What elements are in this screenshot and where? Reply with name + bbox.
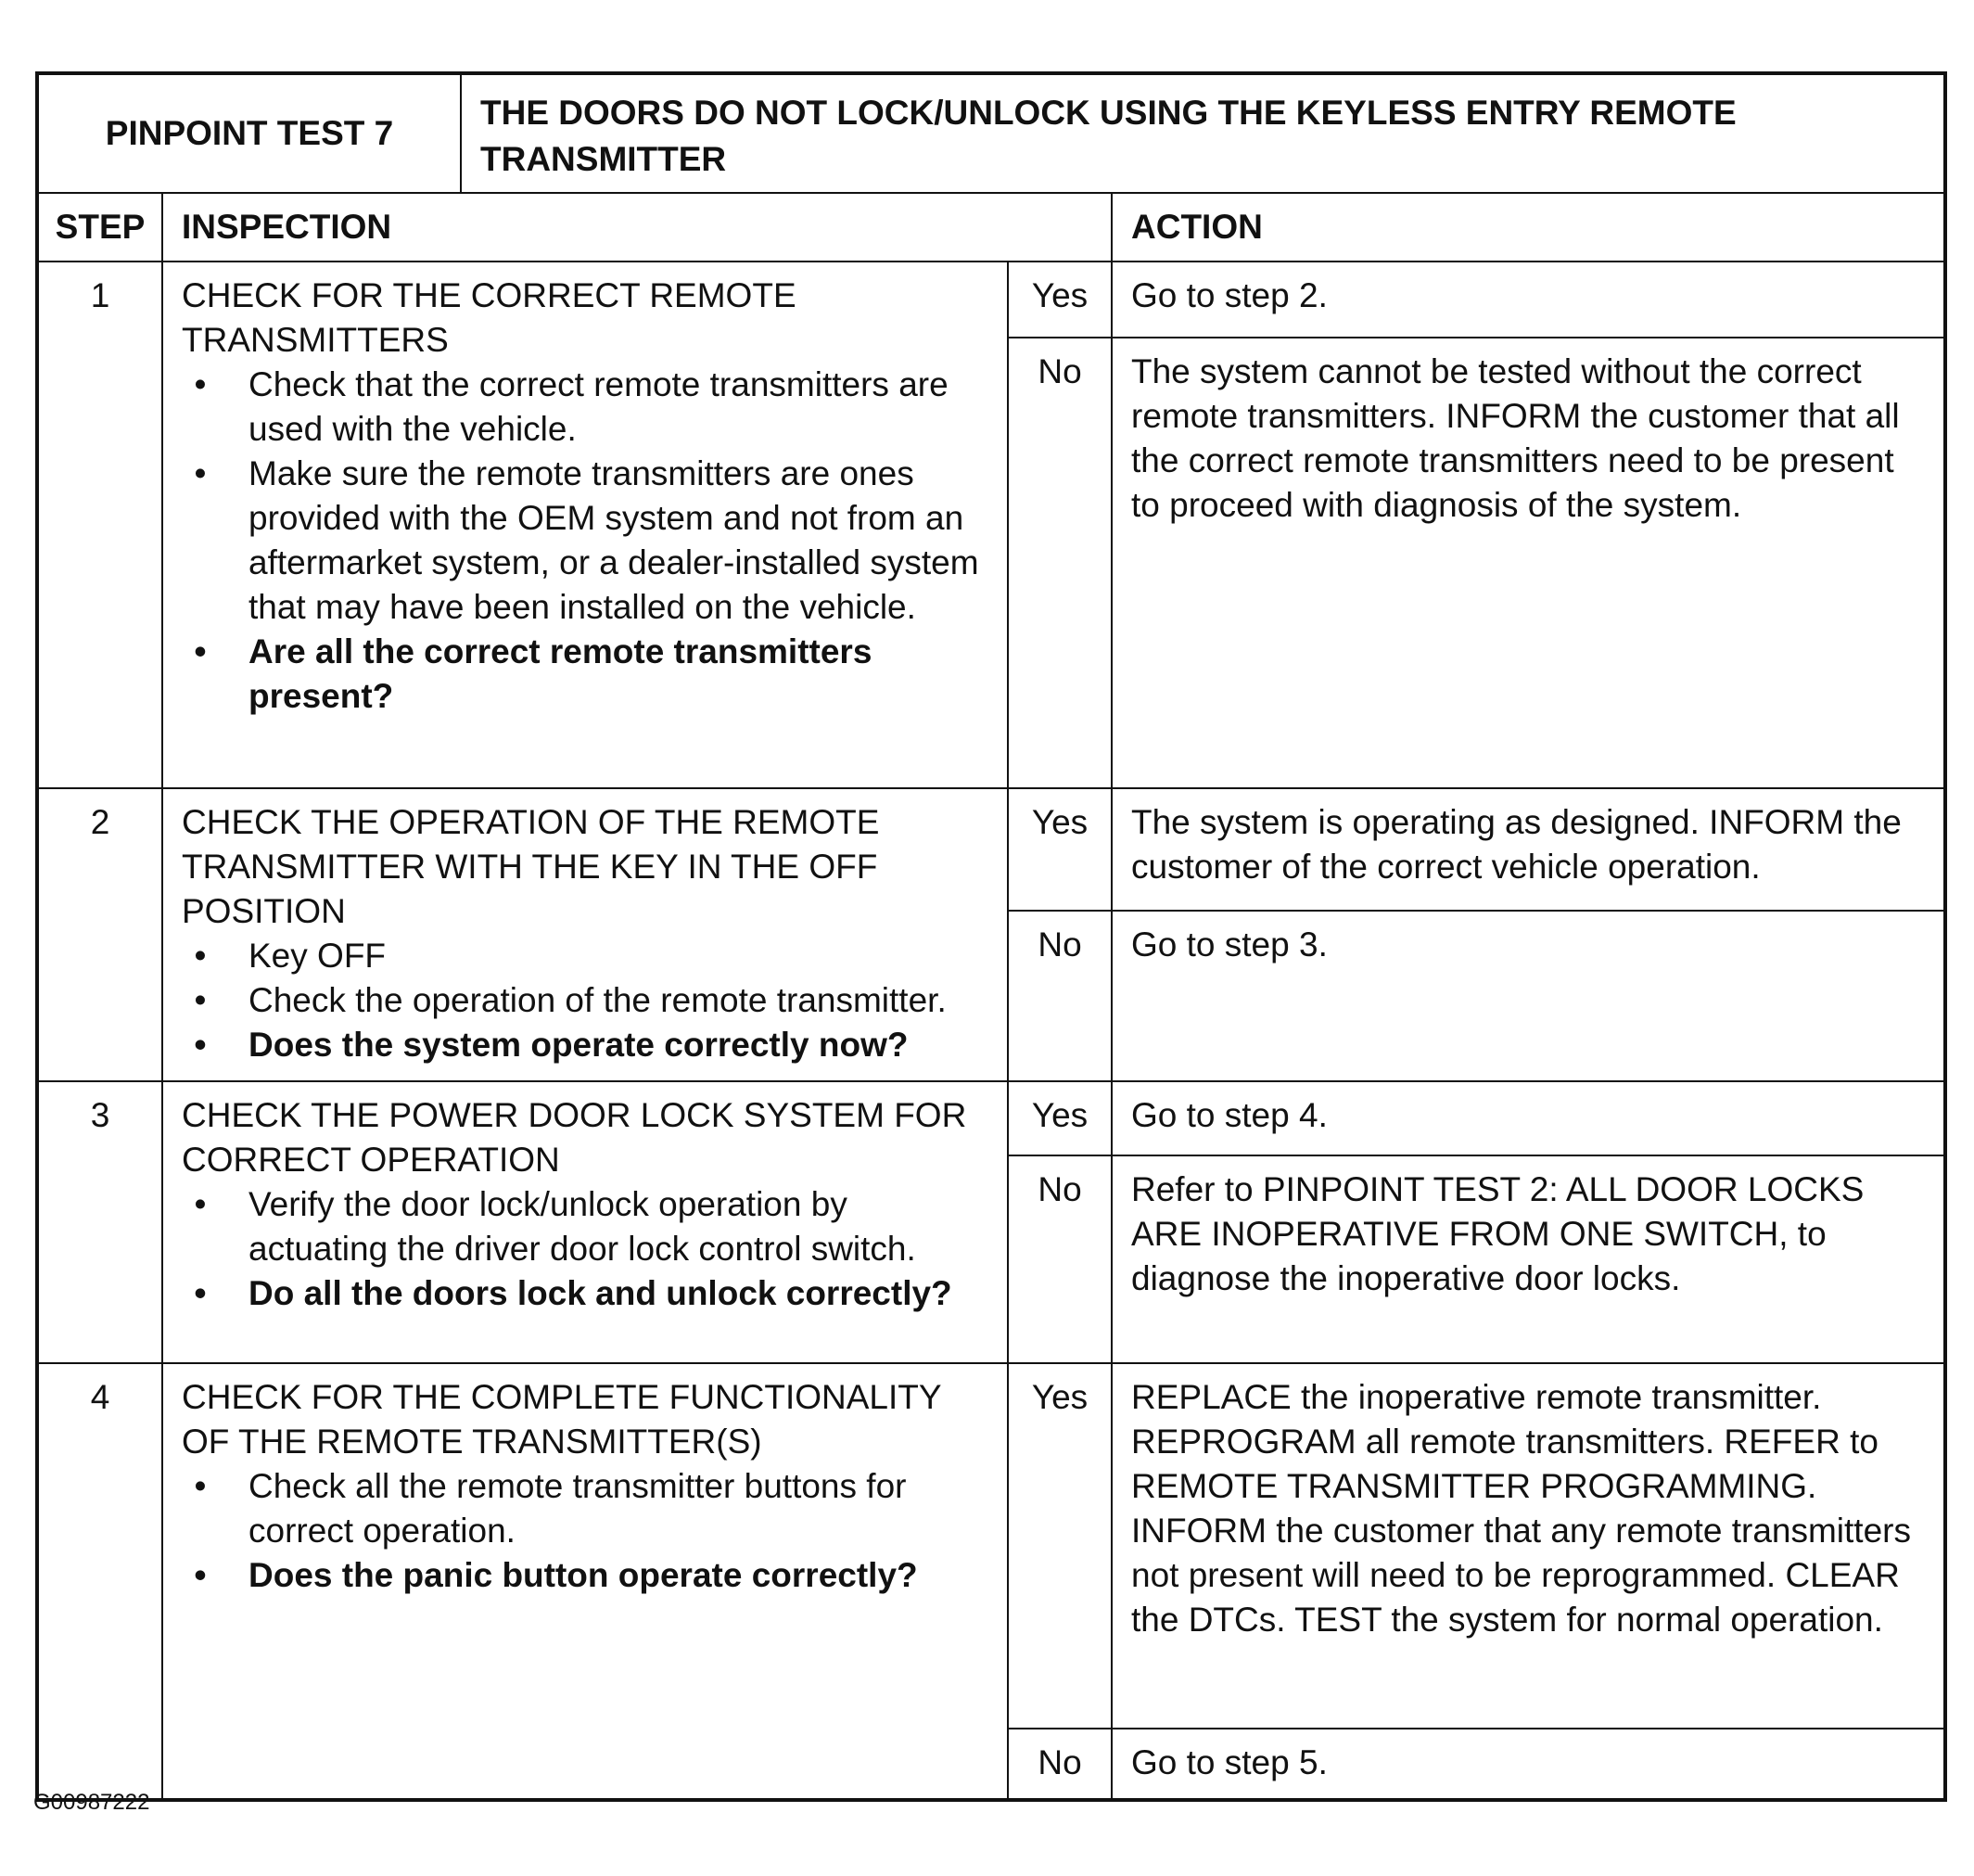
step-1-yes-row: [37, 262, 1945, 338]
step-inspection: [162, 788, 1008, 1081]
step-2-yes-row: [37, 788, 1945, 911]
no-label: No: [1008, 911, 1112, 1081]
test-description: THE DOORS DO NOT LOCK/UNLOCK USING THE KEYLESS ENTRY REMOTE TRANSMITTER: [461, 73, 1945, 193]
inspection-question: • Do all the doors lock and unlock correctly?: [194, 1274, 952, 1312]
figure-id: G00987222: [33, 1790, 150, 1815]
inspection-heading: CHECK FOR THE COMPLETE FUNCTIONALITY OF THE REMOTE TRANSMITTER(S): [182, 1378, 941, 1461]
yes-label: Yes: [1008, 1081, 1112, 1155]
inspection-bullet: • Check all the remote transmitter buttons for correct operation.: [194, 1467, 907, 1550]
inspection-bullet: • Make sure the remote transmitters are ones provided with the OEM system and not from an aftermarket system, or a dealer-installed system that may have been installed on the vehicle.: [194, 454, 979, 626]
step-number: 3: [37, 1081, 162, 1363]
no-action: The system cannot be tested without the correct remote transmitters. INFORM the customer that all the correct remote transmitters need to be present to proceed with diagnosis of the system.: [1112, 338, 1945, 788]
yes-label: Yes: [1008, 788, 1112, 911]
step-3-yes-row: [37, 1081, 1945, 1155]
test-label: PINPOINT TEST 7: [37, 73, 461, 193]
inspection-bullet: • Verify the door lock/unlock operation by actuating the driver door lock control switch.: [194, 1185, 916, 1268]
step-inspection: [162, 1363, 1008, 1800]
inspection-heading: CHECK FOR THE CORRECT REMOTE TRANSMITTERS: [182, 276, 796, 359]
inspection-bullets: [182, 363, 992, 719]
header-row: [37, 193, 1945, 262]
step-number: 2: [37, 788, 162, 1081]
header-step: STEP: [37, 193, 162, 262]
title-row: [37, 73, 1945, 193]
yes-label: Yes: [1008, 1363, 1112, 1729]
no-label: No: [1008, 1729, 1112, 1800]
inspection-bullet: • Key OFF: [194, 937, 387, 975]
header-inspection: INSPECTION: [162, 193, 1112, 262]
no-action: Refer to PINPOINT TEST 2: ALL DOOR LOCKS ARE INOPERATIVE FROM ONE SWITCH, to diagnose the inoperative door locks.: [1112, 1155, 1945, 1363]
header-action: ACTION: [1112, 193, 1945, 262]
yes-action: Go to step 4.: [1112, 1081, 1945, 1155]
inspection-heading: CHECK THE OPERATION OF THE REMOTE TRANSMITTER WITH THE KEY IN THE OFF POSITION: [182, 803, 880, 930]
inspection-bullet: • Check the operation of the remote transmitter.: [194, 981, 947, 1019]
pinpoint-test-table: [35, 71, 1947, 1802]
yes-label: Yes: [1008, 262, 1112, 338]
step-inspection: [162, 1081, 1008, 1363]
step-4-yes-row: [37, 1363, 1945, 1729]
no-label: No: [1008, 1155, 1112, 1363]
inspection-question: • Are all the correct remote transmitters present?: [194, 632, 872, 715]
inspection-bullets: [182, 1182, 992, 1316]
step-number: 4: [37, 1363, 162, 1800]
inspection-question: • Does the panic button operate correctly?: [194, 1556, 918, 1594]
inspection-bullets: [182, 934, 992, 1067]
yes-action: Go to step 2.: [1112, 262, 1945, 338]
yes-action: REPLACE the inoperative remote transmitter. REPROGRAM all remote transmitters. REFER to REMOTE TRANSMITTER PROGRAMMING. INFORM the customer that any remote transmitters not present will need to be reprogrammed. CLEAR the DTCs. TEST the system for normal operation.: [1112, 1363, 1945, 1729]
no-label: No: [1008, 338, 1112, 788]
step-number: 1: [37, 262, 162, 788]
yes-action: The system is operating as designed. INFORM the customer of the correct vehicle operation.: [1112, 788, 1945, 911]
no-action: Go to step 3.: [1112, 911, 1945, 1081]
inspection-bullet: • Check that the correct remote transmitters are used with the vehicle.: [194, 365, 949, 448]
inspection-question: • Does the system operate correctly now?: [194, 1026, 909, 1064]
no-action: Go to step 5.: [1112, 1729, 1945, 1800]
inspection-heading: CHECK THE POWER DOOR LOCK SYSTEM FOR CORRECT OPERATION: [182, 1096, 967, 1179]
inspection-bullets: [182, 1464, 992, 1598]
step-inspection: [162, 262, 1008, 788]
